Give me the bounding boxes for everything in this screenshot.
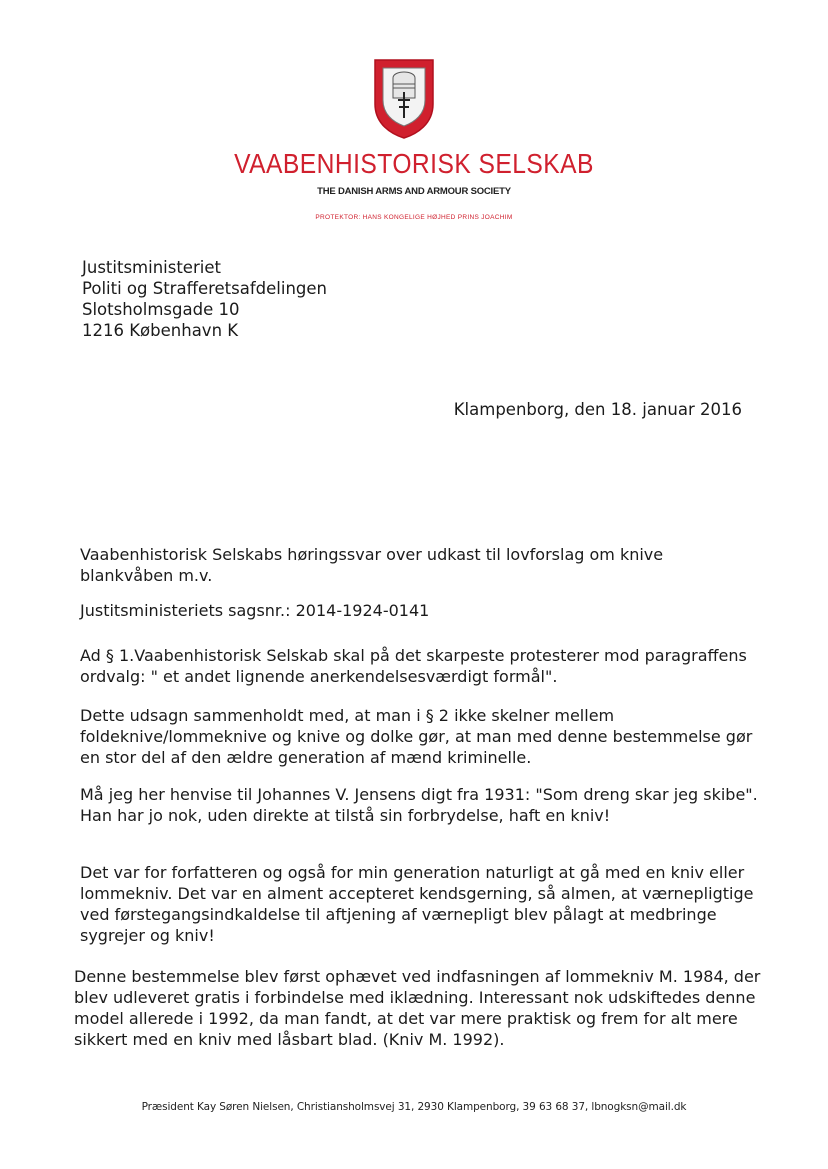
body-paragraph: Ad § 1.Vaabenhistorisk Selskab skal på det skarpeste protesterer mod paragraffens ordvalg: " et andet lignende anerkendelsesværdigt formål". <box>80 646 747 686</box>
recipient-line: Politi og Strafferetsafdelingen <box>82 279 327 298</box>
body-paragraph: Dette udsagn sammenholdt med, at man i § 2 ikke skelner mellem foldeknive/lommeknive og knive og dolke gør, at man med denne bestemmelse gør en stor del af den ældre generation af mænd kriminelle. <box>80 706 753 767</box>
helmet-cross-shield-icon <box>371 58 437 140</box>
org-protector: PROTEKTOR: HANS KONGELIGE HØJHED PRINS JOACHIM <box>315 214 513 221</box>
body-paragraph: Må jeg her henvise til Johannes V. Jensens digt fra 1931: "Som dreng skar jeg skibe". Han har jo nok, uden direkte at tilstå sin forbrydelse, haft en kniv! <box>80 785 758 825</box>
dateline: Klampenborg, den 18. januar 2016 <box>453 400 742 419</box>
org-name: VAABENHISTORISK SELSKAB <box>234 148 594 179</box>
org-subtitle: THE DANISH ARMS AND ARMOUR SOCIETY <box>317 186 511 197</box>
body-paragraph: Denne bestemmelse blev først ophævet ved indfasningen af lommekniv M. 1984, der blev udleveret gratis i forbindelse med iklædning. Interessant nok udskiftedes denne model allerede i 1992, da man fandt, at det var mere praktisk og frem for alt mere sikkert med en kniv med låsbart blad. (Kniv M. 1992). <box>74 967 761 1049</box>
case-number: Justitsministeriets sagsnr.: 2014-1924-0141 <box>80 601 430 620</box>
recipient-line: Slotsholmsgade 10 <box>82 300 240 319</box>
recipient-line: Justitsministeriet <box>82 258 221 277</box>
footer-contact: Præsident Kay Søren Nielsen, Christiansholmsvej 31, 2930 Klampenborg, 39 63 68 37, lbnogksn@mail.dk <box>141 1101 687 1113</box>
letter-subject: Vaabenhistorisk Selskabs høringssvar over udkast til lovforslag om knive blankvåben m.v. <box>80 545 664 585</box>
recipient-line: 1216 København K <box>82 321 239 340</box>
body-paragraph: Det var for forfatteren og også for min generation naturligt at gå med en kniv eller lommekniv. Det var en alment accepteret kendsgerning, så almen, at værnepligtige ved førstegangsindkaldelse til aftjening af værnepligt blev pålagt at medbringe sygrejer og kniv! <box>80 863 754 945</box>
